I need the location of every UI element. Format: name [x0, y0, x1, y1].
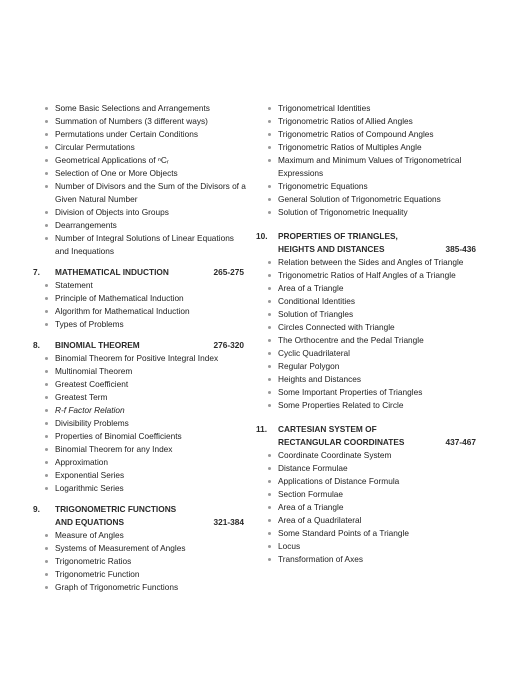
toc-left-column: [33, 102, 248, 594]
toc-entry: Circles Connected with Triangle: [256, 321, 482, 334]
chapter-title: PROPERTIES OF TRIANGLES,: [278, 231, 398, 241]
chapter-heading: [33, 266, 248, 279]
toc-entry: Area of a Triangle: [256, 282, 482, 295]
toc-entry: Divisibility Problems: [33, 417, 248, 430]
toc-entry: Section Formulae: [256, 488, 482, 501]
chapter-title: HEIGHTS AND DISTANCES: [278, 244, 385, 254]
toc-entry: Summation of Numbers (3 different ways): [33, 115, 248, 128]
chapter-title: AND EQUATIONS: [55, 517, 124, 527]
chapter-title: BINOMIAL THEOREM: [55, 340, 140, 350]
toc-entry: Transformation of Axes: [256, 553, 482, 566]
toc-entry: Greatest Coefficient: [33, 378, 248, 391]
chapter-heading: [256, 423, 482, 436]
chapter-number: 11.: [256, 424, 268, 434]
toc-entry: Trigonometric Ratios of Half Angles of a Triangle: [256, 269, 482, 282]
page-range: 321-384: [213, 517, 244, 527]
toc-entry: Systems of Measurement of Angles: [33, 542, 248, 555]
toc-entry: Dearrangements: [33, 219, 248, 232]
page-range: 437-467: [445, 437, 476, 447]
toc-entry: Area of a Triangle: [256, 501, 482, 514]
topic-list: [33, 279, 248, 331]
toc-entry: Solution of Trigonometric Inequality: [256, 206, 482, 219]
toc-entry: Binomial Theorem for any Index: [33, 443, 248, 456]
chapter-title: RECTANGULAR COORDINATES: [278, 437, 405, 447]
toc-entry: Distance Formulae: [256, 462, 482, 475]
chapter-9: [33, 503, 248, 594]
chapter-heading: [33, 503, 248, 516]
toc-entry: Exponential Series: [33, 469, 248, 482]
toc-entry: Trigonometric Ratios of Allied Angles: [256, 115, 482, 128]
toc-entry: Trigonometric Ratios of Compound Angles: [256, 128, 482, 141]
toc-entry: Logarithmic Series: [33, 482, 248, 495]
toc-entry: Number of Divisors and the Sum of the Divisors of a Given Natural Number: [33, 180, 248, 206]
chapter-title: TRIGONOMETRIC FUNCTIONS: [55, 504, 177, 514]
chapter-heading-line2: [33, 516, 248, 529]
toc-entry: Trigonometric Ratios of Multiples Angle: [256, 141, 482, 154]
toc-entry: Heights and Distances: [256, 373, 482, 386]
toc-entry: Trigonometric Ratios: [33, 555, 248, 568]
toc-entry: Some Important Properties of Triangles: [256, 386, 482, 399]
topic-list: [33, 529, 248, 594]
toc-entry: Locus: [256, 540, 482, 553]
toc-entry: Approximation: [33, 456, 248, 469]
toc-entry: Division of Objects into Groups: [33, 206, 248, 219]
chapter-number: 8.: [33, 340, 40, 350]
chapter-7: [33, 266, 248, 331]
page-range: 265-275: [213, 267, 244, 277]
chapter-number: 9.: [33, 504, 40, 514]
toc-entry: Measure of Angles: [33, 529, 248, 542]
toc-entry: Some Properties Related to Circle: [256, 399, 482, 412]
topic-list: [256, 102, 482, 219]
toc-entry: Multinomial Theorem: [33, 365, 248, 378]
page-range: 276-320: [213, 340, 244, 350]
chapter-heading-line2: [256, 436, 482, 449]
toc-entry: Algorithm for Mathematical Induction: [33, 305, 248, 318]
toc-entry: Permutations under Certain Conditions: [33, 128, 248, 141]
topic-list: [256, 449, 482, 566]
toc-entry: Trigonometric Function: [33, 568, 248, 581]
toc-entry: Geometrical Applications of ⁿCᵣ: [33, 154, 248, 167]
toc-entry: Some Basic Selections and Arrangements: [33, 102, 248, 115]
toc-entry: Regular Polygon: [256, 360, 482, 373]
toc-entry: Circular Permutations: [33, 141, 248, 154]
toc-entry: Maximum and Minimum Values of Trigonometrical Expressions: [256, 154, 482, 180]
chapter-heading: [33, 339, 248, 352]
chapter-number: 10.: [256, 231, 268, 241]
chapter-heading-line2: [256, 243, 482, 256]
chapter-8: [33, 339, 248, 495]
page-range: 385-436: [445, 244, 476, 254]
toc-entry-text: R-f Factor Relation: [55, 405, 125, 415]
chapter-number: 7.: [33, 267, 40, 277]
toc-entry: Area of a Quadrilateral: [256, 514, 482, 527]
toc-entry: Statement: [33, 279, 248, 292]
toc-entry: [33, 404, 248, 417]
toc-right-column: [256, 102, 482, 566]
toc-entry: Number of Integral Solutions of Linear Equations and Inequations: [33, 232, 248, 258]
toc-entry: Some Standard Points of a Triangle: [256, 527, 482, 540]
chapter-title: CARTESIAN SYSTEM OF: [278, 424, 377, 434]
toc-entry: Trigonometric Equations: [256, 180, 482, 193]
toc-entry: Cyclic Quadrilateral: [256, 347, 482, 360]
toc-entry: Binomial Theorem for Positive Integral Index: [33, 352, 248, 365]
topic-list: [33, 102, 248, 258]
toc-entry: General Solution of Trigonometric Equations: [256, 193, 482, 206]
topic-list: [256, 256, 482, 412]
toc-entry: Graph of Trigonometric Functions: [33, 581, 248, 594]
toc-entry: Conditional Identities: [256, 295, 482, 308]
toc-entry: Solution of Triangles: [256, 308, 482, 321]
chapter-10: [256, 230, 482, 412]
toc-entry: Properties of Binomial Coefficients: [33, 430, 248, 443]
toc-entry: Selection of One or More Objects: [33, 167, 248, 180]
chapter-title: MATHEMATICAL INDUCTION: [55, 267, 169, 277]
topic-list: [33, 352, 248, 495]
chapter-11: [256, 423, 482, 566]
toc-entry: Types of Problems: [33, 318, 248, 331]
toc-entry: Principle of Mathematical Induction: [33, 292, 248, 305]
toc-entry: Greatest Term: [33, 391, 248, 404]
toc-entry: The Orthocentre and the Pedal Triangle: [256, 334, 482, 347]
toc-entry: Coordinate Coordinate System: [256, 449, 482, 462]
toc-entry: Applications of Distance Formula: [256, 475, 482, 488]
chapter-heading: [256, 230, 482, 243]
toc-entry: Trigonometrical Identities: [256, 102, 482, 115]
toc-entry: Relation between the Sides and Angles of Triangle: [256, 256, 482, 269]
